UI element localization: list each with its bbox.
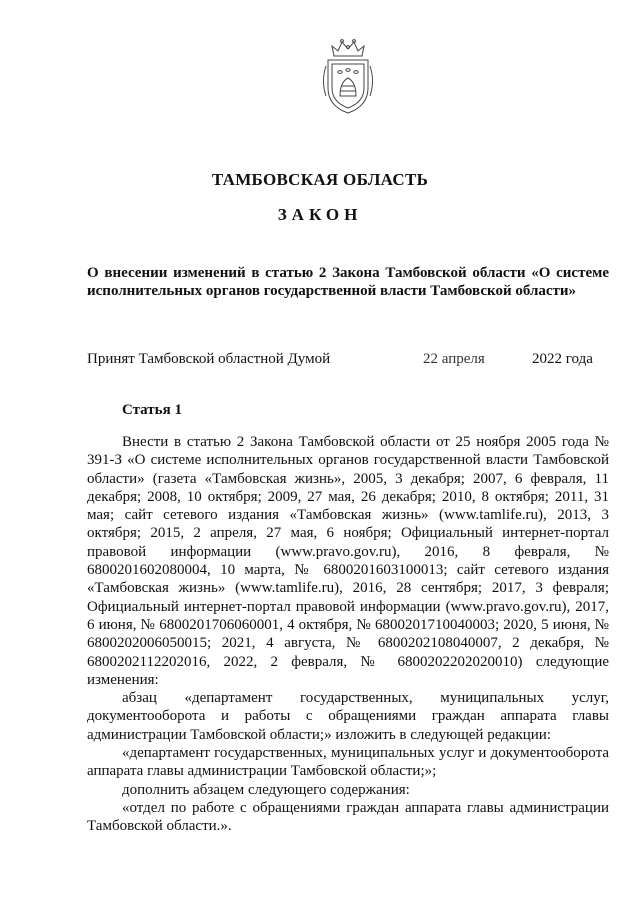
paragraph-new-wording: «департамент государственных, муниципальных услуг и документооборота аппарата главы администрации Тамбовской области;»;	[87, 745, 609, 780]
adoption-label: Принят Тамбовской областной Думой	[87, 351, 331, 367]
paragraph-old-wording: абзац «департамент государственных, муниципальных услуг, документооборота и работы с обращениями граждан аппарата главы администрации Тамбовской области;» изложить в следующей редакции:	[87, 690, 609, 743]
paragraph-add-clause: дополнить абзацем следующего содержания:	[122, 781, 410, 798]
article-title: Статья 1	[122, 402, 182, 418]
region-title: ТАМБОВСКАЯ ОБЛАСТЬ	[211, 170, 429, 189]
paragraph-amendment-intro: Внести в статью 2 Закона Тамбовской области от 25 ноября 2005 года № 391-З «О системе исполнительных органов государственной власти Тамбовской области» (газета «Тамбовская жизнь», 2005, 3 декабря; 2007, 6 февраля, 11 декабря; 2008, 10 октября; 2009, 27 мая, 26 декабря; 2010, 8 октября; 2011, 31 мая; сайт сетевого издания «Тамбовская жизнь» (www.tamlife.ru), 2013, 3 октября; 2015, 2 апреля, 27 мая, 6 ноября; Официальный интернет-портал правовой информации (www.pravo.gov.ru), 2016, 8 февраля, № 6800201602080004, 10 марта, № 6800201603100013; сайт сетевого издания «Тамбовская жизнь» (www.tamlife.ru), 2016, 28 сентября; 2017, 3 февраля; Официальный интернет-портал правовой информации (www.pravo.gov.ru), 2017, 6 июня, № 6800201706060001, 4 октября, № 6800201710040003; 2020, 5 июня, № 6800202006050015; 2021, 4 августа, № 6800202108040007, 2 декабря, № 6800202112202016, 2022, 2 февраля, № 6800202202020010) следующие изменения:	[87, 434, 609, 688]
paragraph-added-text: «отдел по работе с обращениями граждан аппарата главы администрации Тамбовской области.».	[87, 799, 609, 835]
adoption-year: 2022 года	[532, 351, 593, 367]
law-heading: О внесении изменений в статью 2 Закона Тамбовской области «О системе исполнительных органов государственной власти Тамбовской области»	[87, 265, 609, 299]
document-type-title: ЗАКОН	[277, 205, 363, 224]
article-body	[87, 433, 609, 836]
adoption-day: 22 апреля	[423, 351, 485, 367]
coat-of-arms-emblem	[318, 36, 378, 116]
